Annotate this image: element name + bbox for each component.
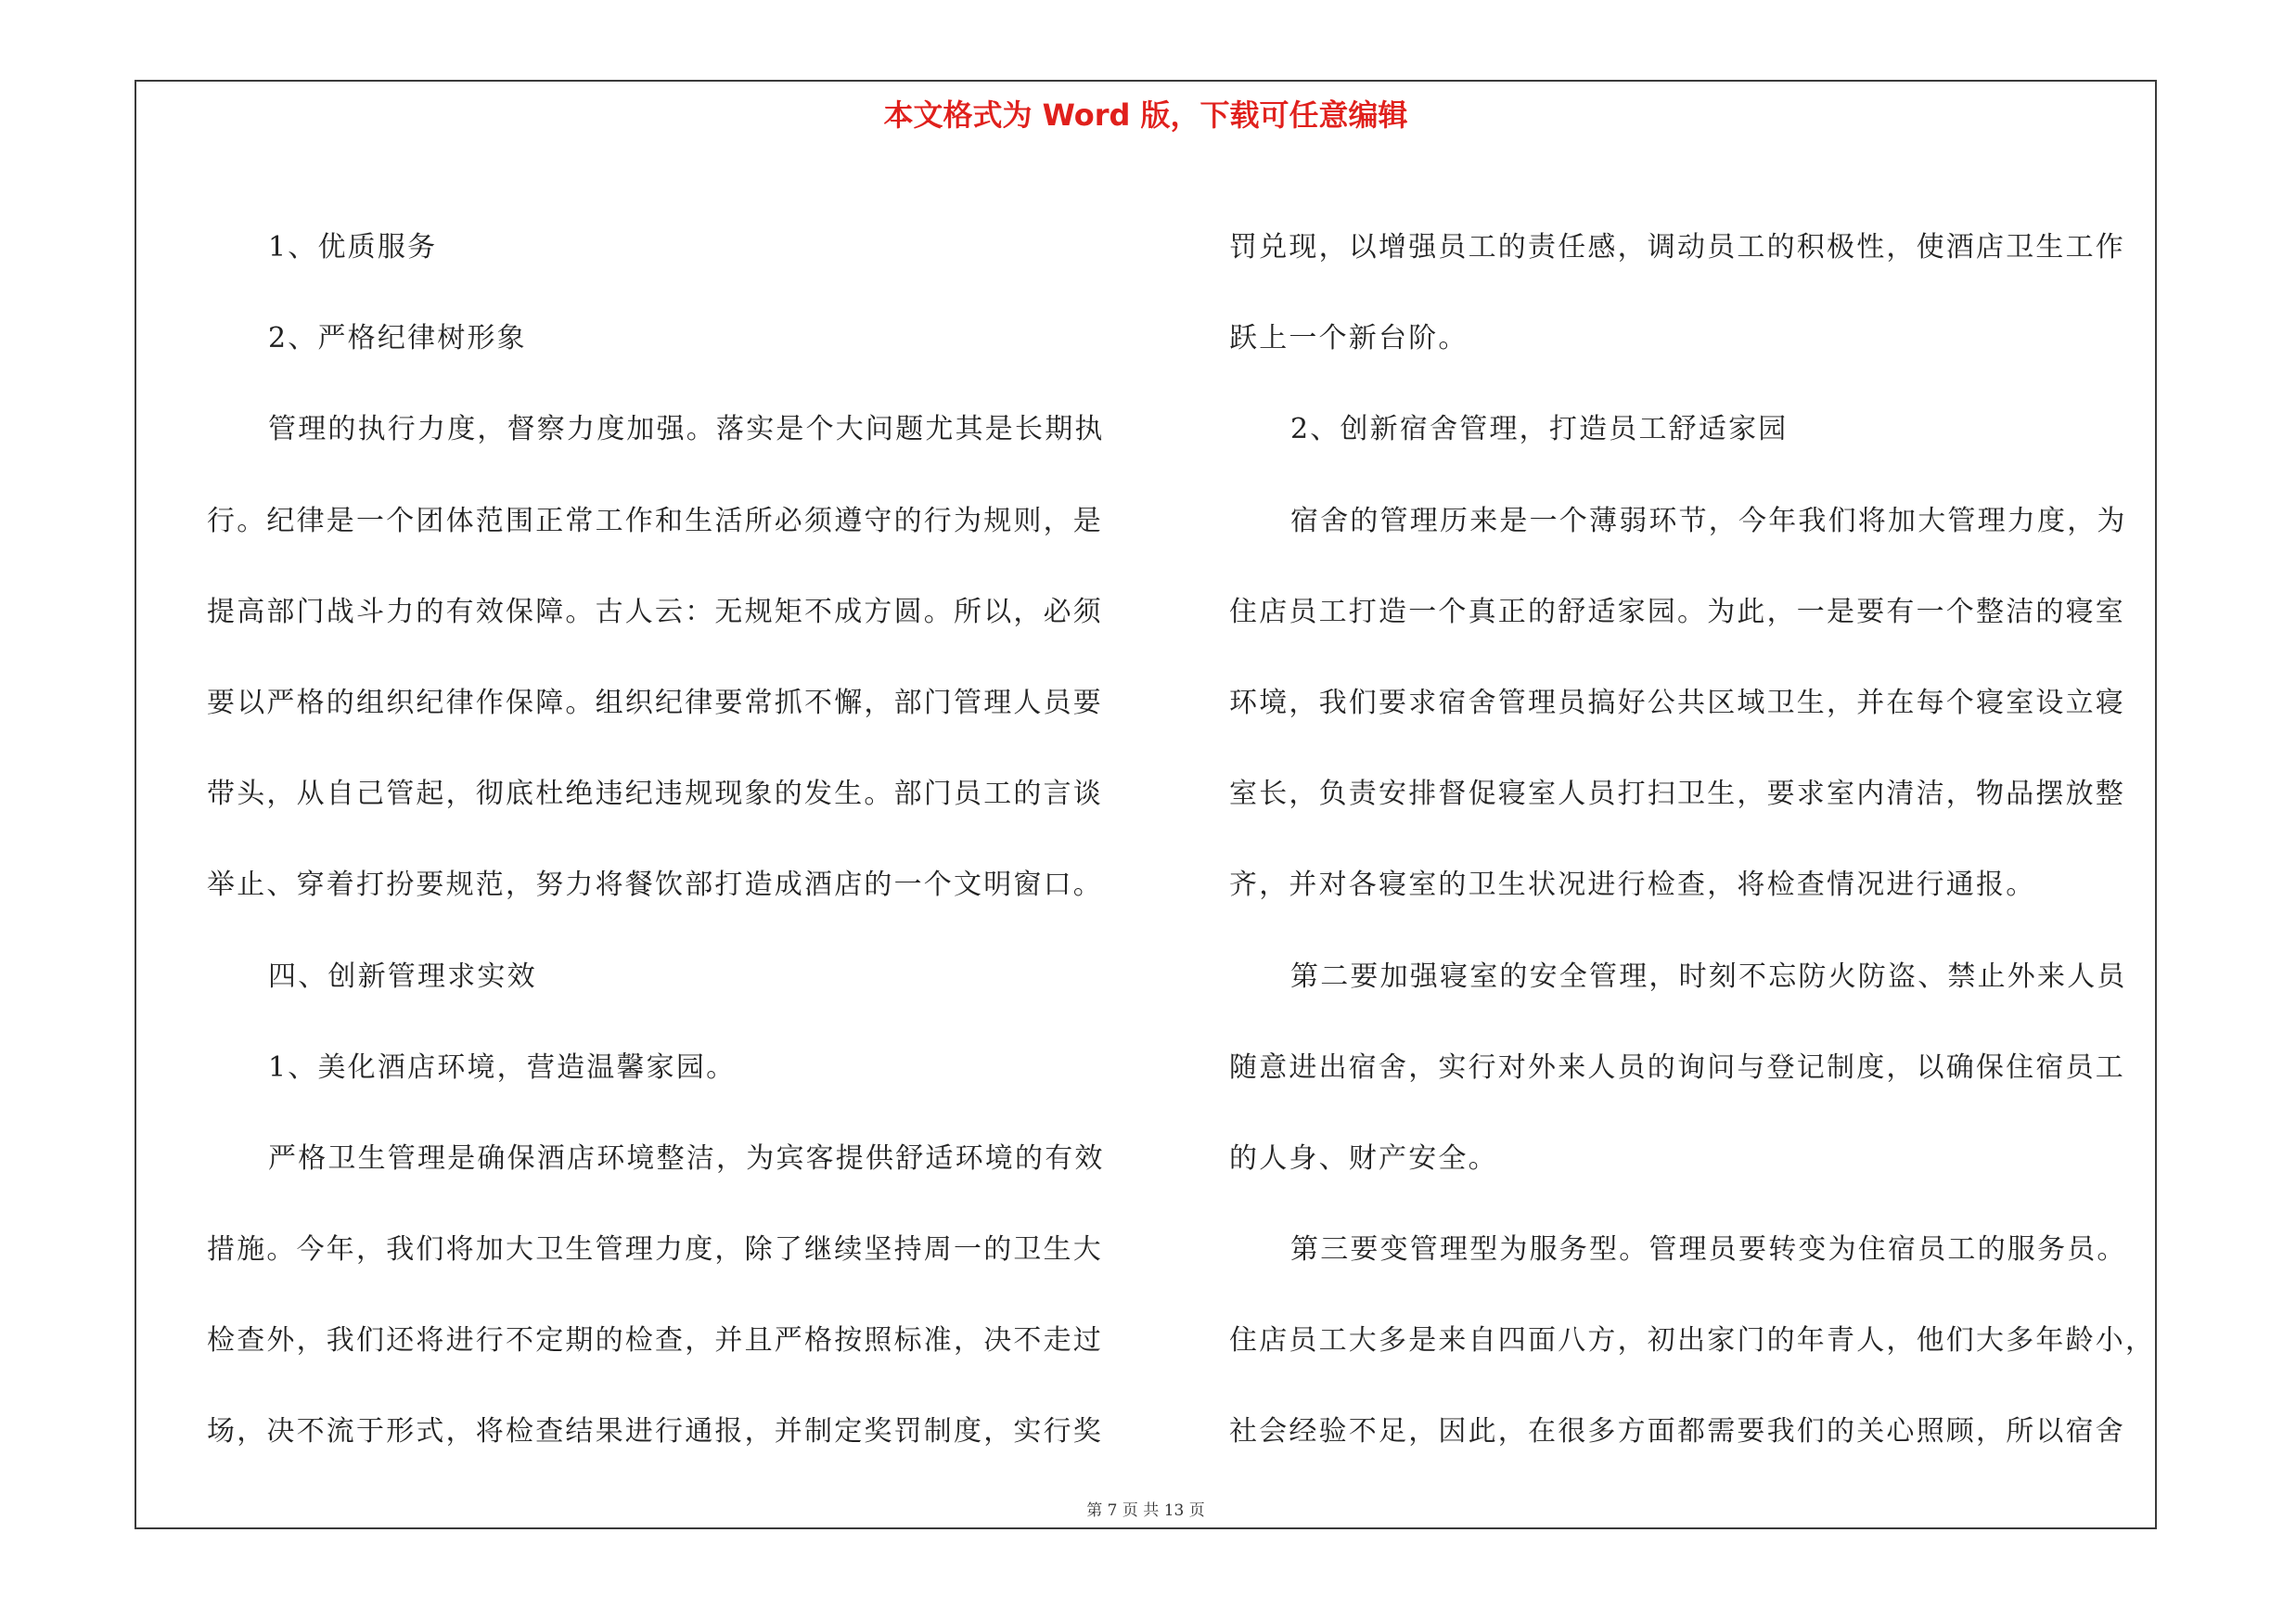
text-line: 要以严格的组织纪律作保障。组织纪律要常抓不懈，部门管理人员要 <box>207 686 1103 719</box>
text-line: 1、美化酒店环境，营造温馨家园。 <box>268 1050 737 1084</box>
text-line: 措施。今年，我们将加大卫生管理力度，除了继续坚持周一的卫生大 <box>207 1233 1103 1267</box>
text-line: 罚兑现，以增强员工的责任感，调动员工的积极性，使酒店卫生工作 <box>1229 231 2125 264</box>
text-line: 带头，从自己管起，彻底杜绝违纪违规现象的发生。部门员工的言谈 <box>207 778 1103 811</box>
text-line: 提高部门战斗力的有效保障。古人云：无规矩不成方圆。所以，必须 <box>207 595 1103 628</box>
document-page <box>135 80 2157 1529</box>
text-line: 跃上一个新台阶。 <box>1229 322 1469 355</box>
text-line: 社会经验不足，因此，在很多方面都需要我们的关心照顾，所以宿舍 <box>1229 1415 2125 1449</box>
right-text-column <box>1229 202 2156 1478</box>
text-line: 举止、穿着打扮要规范，努力将餐饮部打造成酒店的一个文明窗口。 <box>207 869 1103 902</box>
text-line: 1、优质服务 <box>268 231 438 264</box>
text-line: 四、创新管理求实效 <box>268 960 537 993</box>
word-format-banner: 本文格式为 Word 版，下载可任意编辑 <box>883 97 1408 133</box>
text-line: 2、严格纪律树形象 <box>268 322 527 355</box>
text-line: 室长，负责安排督促寝室人员打扫卫生，要求室内清洁，物品摆放整 <box>1229 778 2125 811</box>
text-line: 检查外，我们还将进行不定期的检查，并且严格按照标准，决不走过 <box>207 1324 1103 1358</box>
text-line: 2、创新宿舍管理，打造员工舒适家园 <box>1290 413 1789 446</box>
page-number-footer: 第 7 页 共 13 页 <box>1086 1501 1205 1520</box>
text-line: 行。纪律是一个团体范围正常工作和生活所必须遵守的行为规则，是 <box>207 504 1103 537</box>
text-line: 环境，我们要求宿舍管理员搞好公共区域卫生，并在每个寝室设立寝 <box>1229 686 2125 719</box>
text-line: 严格卫生管理是确保酒店环境整洁，为宾客提供舒适环境的有效 <box>268 1141 1105 1175</box>
text-line: 住店员工大多是来自四面八方，初出家门的年青人，他们大多年龄小， <box>1229 1324 2156 1358</box>
text-line: 第二要加强寝室的安全管理，时刻不忘防火防盗、禁止外来人员 <box>1290 960 2127 993</box>
text-line: 管理的执行力度，督察力度加强。落实是个大问题尤其是长期执 <box>268 413 1105 446</box>
text-line: 的人身、财产安全。 <box>1229 1141 1498 1175</box>
text-line: 住店员工打造一个真正的舒适家园。为此，一是要有一个整洁的寝室 <box>1229 595 2125 628</box>
text-line: 随意进出宿舍，实行对外来人员的询问与登记制度，以确保住宿员工 <box>1229 1050 2125 1084</box>
left-text-column <box>207 202 1125 1478</box>
text-line: 宿舍的管理历来是一个薄弱环节，今年我们将加大管理力度，为 <box>1290 504 2127 537</box>
text-line: 齐，并对各寝室的卫生状况进行检查，将检查情况进行通报。 <box>1229 869 2036 902</box>
text-line: 第三要变管理型为服务型。管理员要转变为住宿员工的服务员。 <box>1290 1233 2127 1267</box>
text-line: 场，决不流于形式，将检查结果进行通报，并制定奖罚制度，实行奖 <box>207 1415 1103 1449</box>
